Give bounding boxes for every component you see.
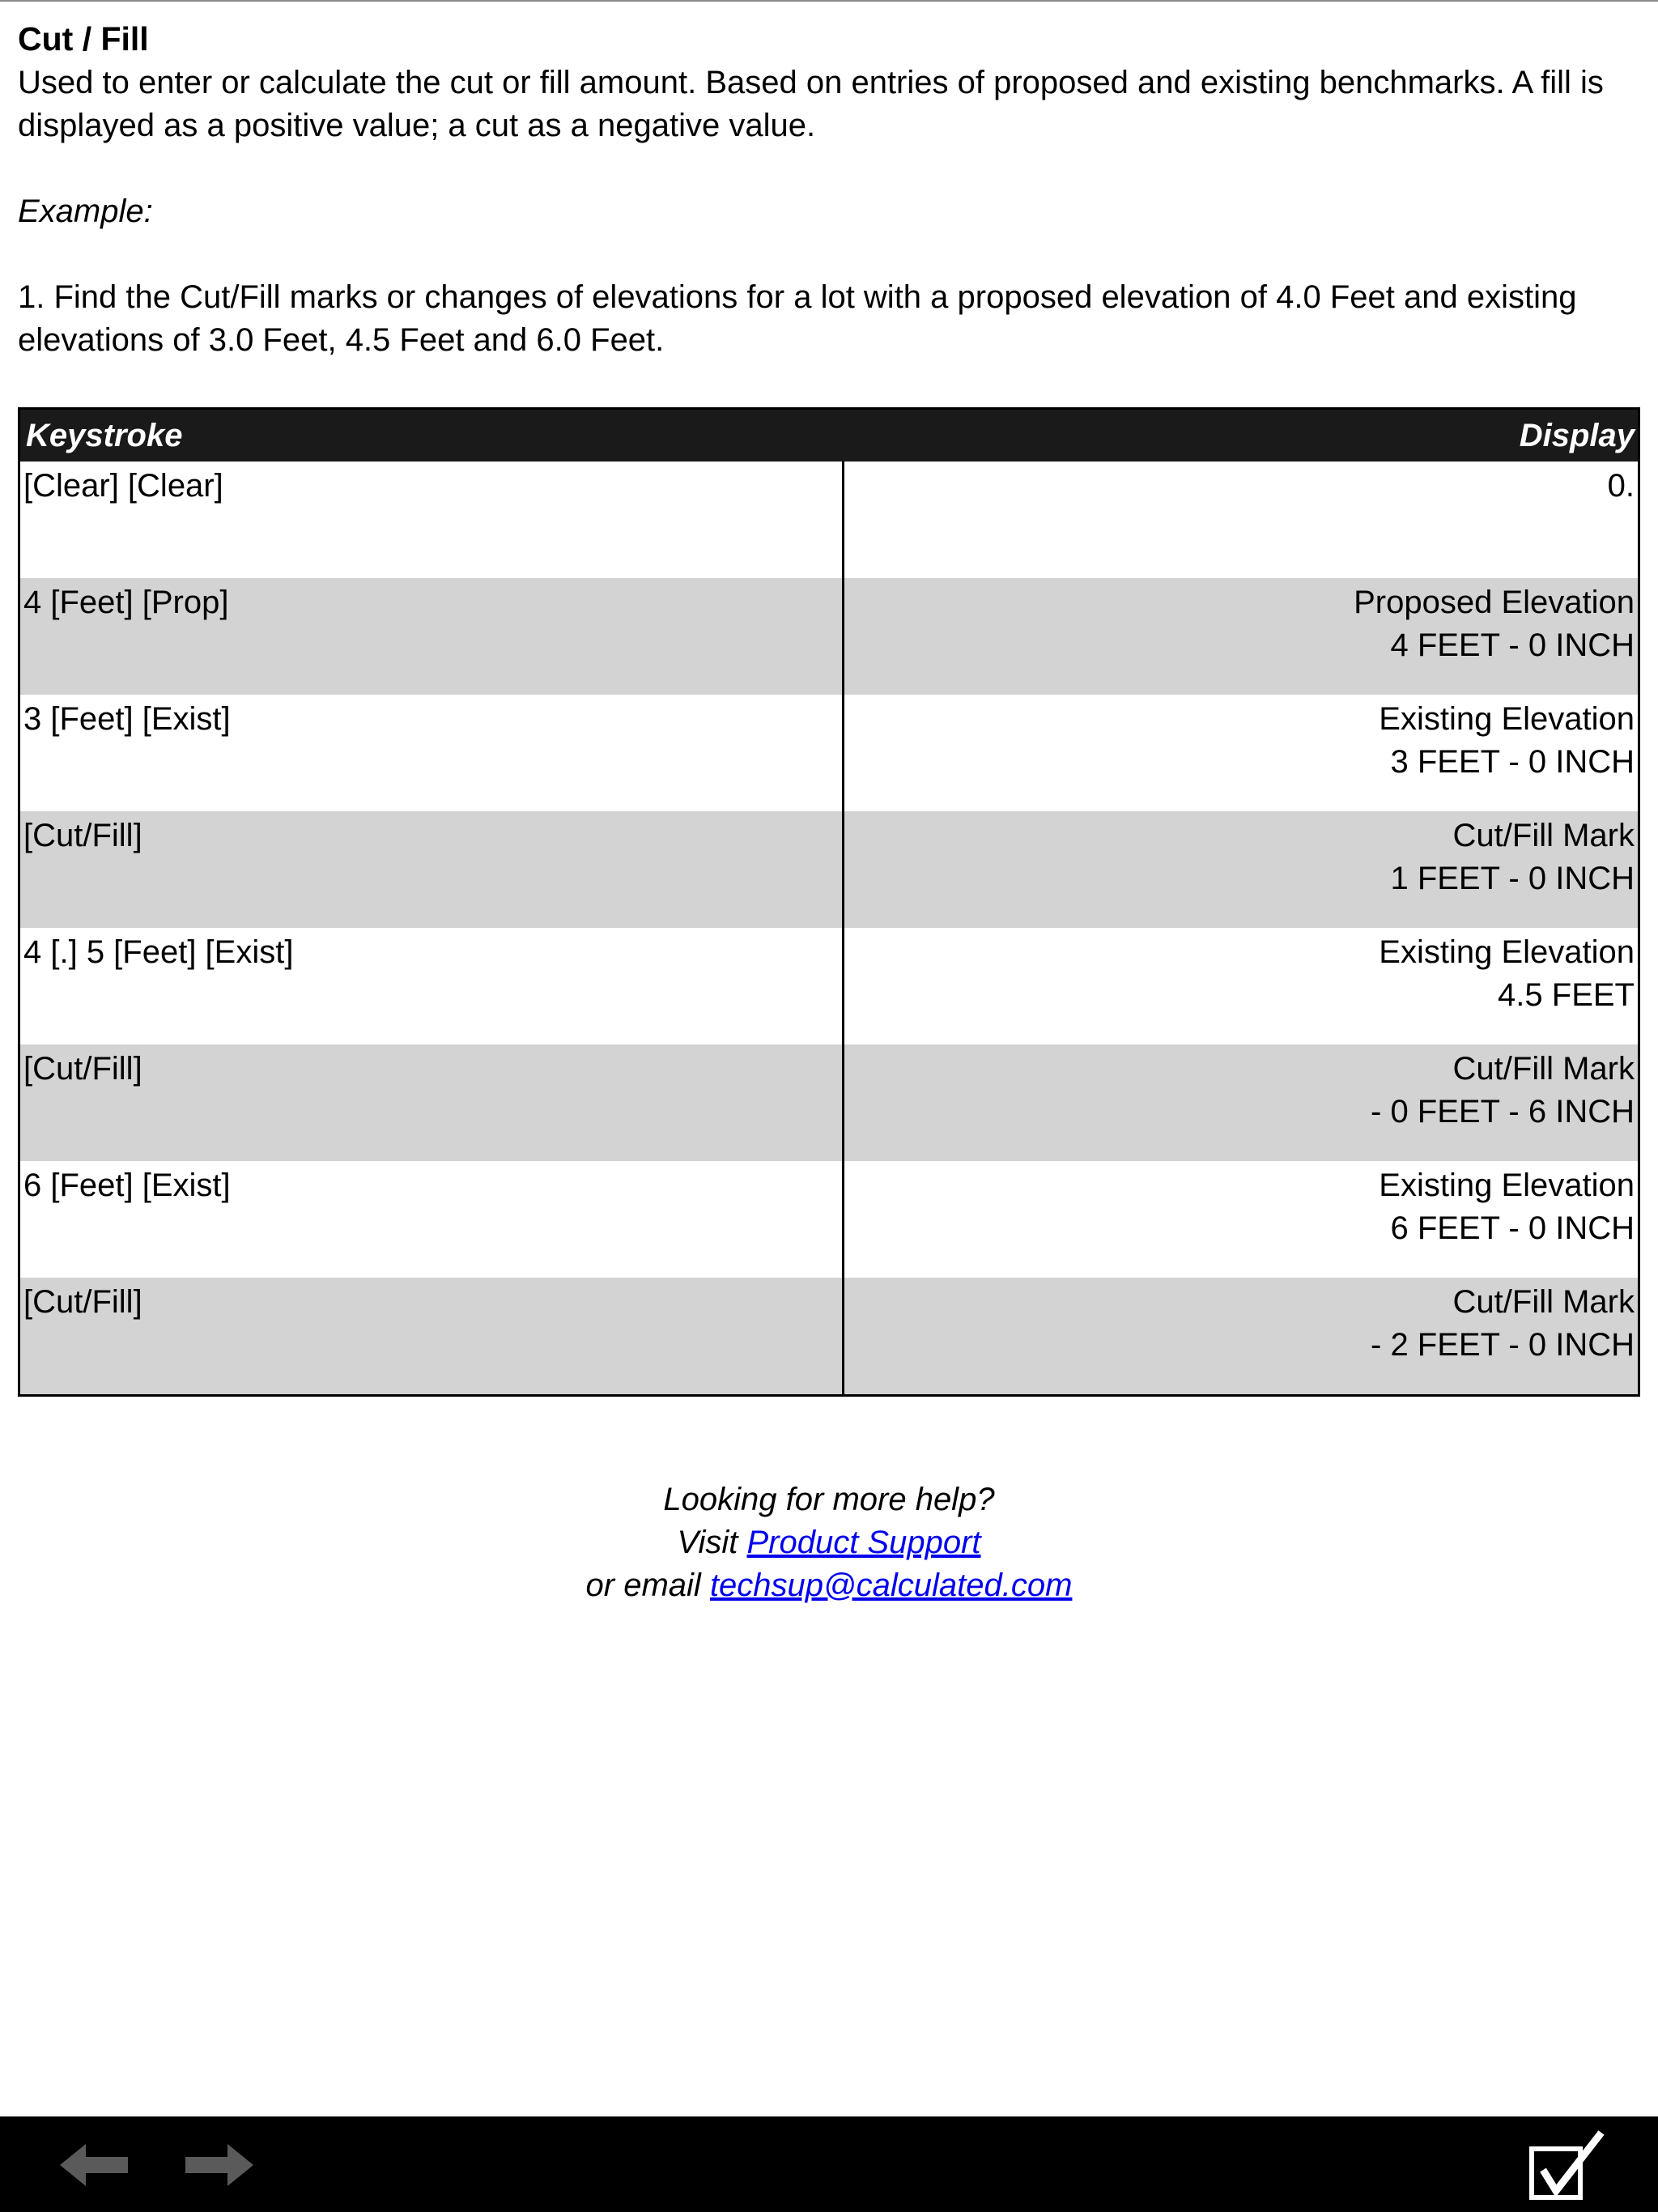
display-column-header: Display xyxy=(1519,417,1635,453)
keystroke-cell: 4 [Feet] [Prop] xyxy=(20,578,844,695)
keystroke-cell: [Cut/Fill] xyxy=(20,1044,844,1161)
keystroke-table xyxy=(18,407,1640,1397)
help-email-line xyxy=(0,1564,1658,1607)
display-cell xyxy=(844,928,1638,1044)
example-text: 1. Find the Cut/Fill marks or changes of elevations for a lot with a proposed elevation of 4.0 Feet and existing elevations of 3.0 Feet, 4.5 Feet and 6.0 Feet. xyxy=(18,279,1577,358)
display-line: Cut/Fill Mark xyxy=(1452,1284,1635,1320)
table-row xyxy=(20,462,1638,578)
keystroke-cell: 3 [Feet] [Exist] xyxy=(20,695,844,811)
help-footer xyxy=(0,1478,1658,1607)
display-line: Existing Elevation xyxy=(1379,701,1635,737)
display-line: Cut/Fill Mark xyxy=(1452,818,1635,853)
keystroke-column-header: Keystroke xyxy=(26,417,183,453)
display-line: 4.5 FEET xyxy=(1498,977,1635,1013)
arrow-left-icon xyxy=(58,2141,131,2189)
display-cell xyxy=(844,578,1638,695)
help-question: Looking for more help? xyxy=(663,1482,995,1517)
keystroke-cell: 6 [Feet] [Exist] xyxy=(20,1161,844,1278)
keystroke-cell: [Cut/Fill] xyxy=(20,1278,844,1394)
keystroke-cell: [Cut/Fill] xyxy=(20,811,844,928)
display-line: Proposed Elevation xyxy=(1354,585,1635,620)
display-line: 1 FEET - 0 INCH xyxy=(1390,861,1635,896)
display-line: Cut/Fill Mark xyxy=(1452,1051,1635,1087)
help-visit-line xyxy=(0,1521,1658,1564)
display-line: - 0 FEET - 6 INCH xyxy=(1371,1094,1635,1129)
checkbox-checked-icon xyxy=(1527,2128,1608,2205)
table-row xyxy=(20,695,1638,811)
top-divider xyxy=(0,0,1658,2)
display-line: 4 FEET - 0 INCH xyxy=(1390,627,1635,663)
bottom-toolbar xyxy=(0,2116,1658,2212)
display-cell xyxy=(844,462,1638,578)
email-prefix: or email xyxy=(585,1568,701,1603)
display-line: 3 FEET - 0 INCH xyxy=(1390,744,1635,780)
table-row xyxy=(20,1044,1638,1161)
display-cell xyxy=(844,1044,1638,1161)
table-row xyxy=(20,811,1638,928)
tech-support-email-link[interactable]: techsup@calculated.com xyxy=(709,1568,1073,1603)
keystroke-cell: [Clear] [Clear] xyxy=(20,462,844,578)
display-cell xyxy=(844,695,1638,811)
table-row xyxy=(20,578,1638,695)
display-cell xyxy=(844,811,1638,928)
visit-prefix: Visit xyxy=(677,1525,738,1560)
display-line: - 2 FEET - 0 INCH xyxy=(1371,1327,1635,1363)
done-button[interactable] xyxy=(1527,2128,1608,2205)
table-row xyxy=(20,1161,1638,1278)
example-label: Example: xyxy=(18,194,153,229)
help-content xyxy=(18,16,1640,362)
table-header xyxy=(20,410,1638,462)
back-button[interactable] xyxy=(58,2141,131,2189)
product-support-link[interactable]: Product Support xyxy=(746,1525,981,1560)
arrow-right-icon xyxy=(182,2141,255,2189)
display-line: 6 FEET - 0 INCH xyxy=(1390,1210,1635,1246)
keystroke-cell: 4 [.] 5 [Feet] [Exist] xyxy=(20,928,844,1044)
display-cell xyxy=(844,1161,1638,1278)
table-row xyxy=(20,928,1638,1044)
page-title: Cut / Fill xyxy=(18,20,149,57)
display-line: Existing Elevation xyxy=(1379,934,1635,970)
section-description: Used to enter or calculate the cut or fill amount. Based on entries of proposed and existing benchmarks. A fill is displayed as a positive value; a cut as a negative value. xyxy=(18,65,1604,143)
display-cell xyxy=(844,1278,1638,1394)
display-line: Existing Elevation xyxy=(1379,1168,1635,1203)
forward-button[interactable] xyxy=(182,2141,255,2189)
table-row xyxy=(20,1278,1638,1394)
display-line: 0. xyxy=(1607,468,1635,504)
